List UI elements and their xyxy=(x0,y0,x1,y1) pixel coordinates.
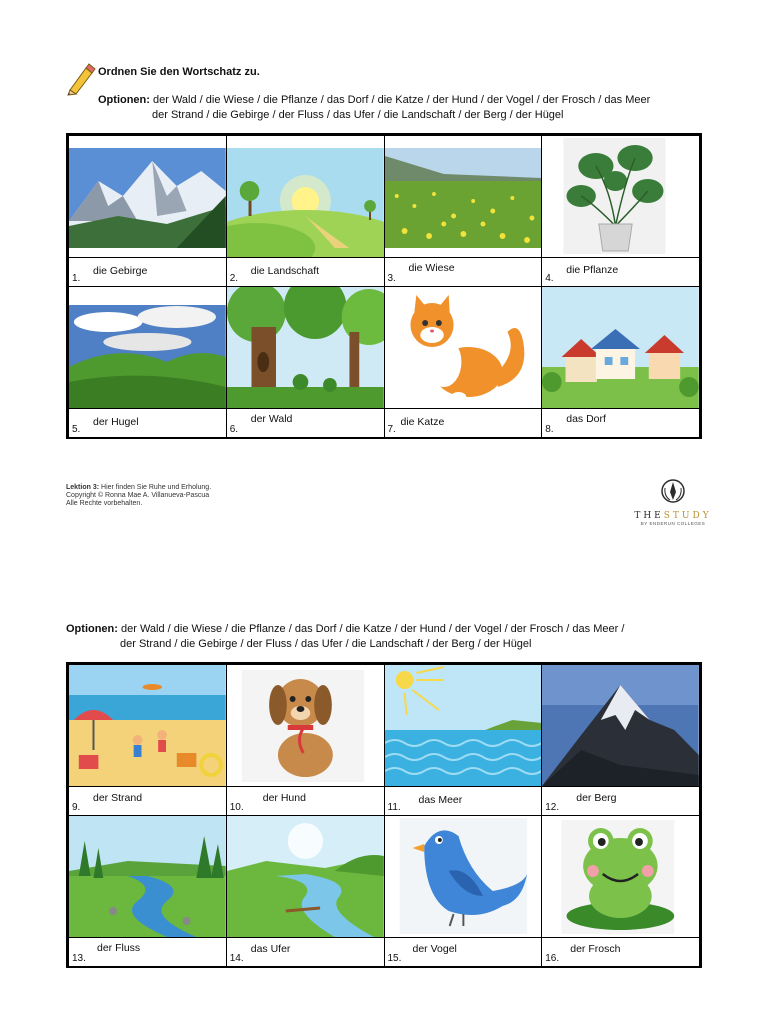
picture-landscape xyxy=(226,136,384,258)
options-label: Optionen: xyxy=(98,94,150,106)
answer-text: die Gebirge xyxy=(93,265,148,277)
answer-text: die Pflanze xyxy=(566,264,619,276)
caption-cell xyxy=(542,787,700,816)
hill-picture xyxy=(69,287,226,408)
picture-hill xyxy=(69,287,227,409)
picture-river xyxy=(69,816,227,938)
logo-word-b: STUDY xyxy=(663,511,712,521)
picture-cat xyxy=(384,287,542,409)
answer-text: der Berg xyxy=(576,792,617,804)
caption-cell xyxy=(384,258,542,287)
cat-picture xyxy=(385,287,542,408)
picture-mountains xyxy=(69,136,227,258)
frog-picture xyxy=(542,816,699,937)
picture-frog xyxy=(542,816,700,938)
footer xyxy=(66,484,211,508)
options-line1: der Wald / die Wiese / die Pflanze / das Dorf / die Katze / der Hund / der Vogel / der Frosch / das Meer / xyxy=(121,623,625,635)
the-study-logo xyxy=(632,478,714,540)
item-number: 12. xyxy=(545,802,560,813)
forest-picture xyxy=(227,287,384,408)
picture-village xyxy=(542,287,700,409)
options-line2: der Strand / die Gebirge / der Fluss / das Ufer / die Landschaft / der Berg / der Hügel xyxy=(120,638,532,650)
picture-plant xyxy=(542,136,700,258)
item-number: 10. xyxy=(229,802,244,813)
answer-text: der Strand xyxy=(93,792,143,804)
river-picture xyxy=(69,816,226,937)
answer-text: das Dorf xyxy=(566,413,606,425)
caption-cell xyxy=(69,409,227,438)
plant-picture xyxy=(542,136,699,257)
logo-word-a: THE xyxy=(634,511,664,521)
answer-text: der Hugel xyxy=(93,416,139,428)
item-number: 4. xyxy=(545,273,554,284)
answer-text: das Meer xyxy=(418,794,463,806)
caption-cell xyxy=(542,258,700,287)
bird-picture xyxy=(385,816,542,937)
picture-forest xyxy=(226,287,384,409)
item-number: 11. xyxy=(387,802,401,813)
caption-cell xyxy=(226,787,384,816)
item-number: 14. xyxy=(229,953,244,964)
pencil-icon xyxy=(64,62,96,96)
caption-cell xyxy=(226,258,384,287)
options-top xyxy=(98,93,738,123)
answer-text: die Katze xyxy=(400,416,445,428)
village-picture xyxy=(542,287,699,408)
beach-picture xyxy=(69,665,226,786)
picture-bird xyxy=(384,816,542,938)
picture-shore xyxy=(226,816,384,938)
caption-cell xyxy=(226,409,384,438)
landscape-picture xyxy=(227,136,384,257)
picture-sea xyxy=(384,665,542,787)
lesson-title: Hier finden Sie Ruhe und Erholung. xyxy=(101,484,212,491)
answer-text: der Hund xyxy=(262,792,306,804)
laurel-pen-icon xyxy=(660,478,686,504)
picture-meadow xyxy=(384,136,542,258)
item-number: 3. xyxy=(387,273,396,284)
answer-text: der Wald xyxy=(250,413,293,425)
rights-text: Alle Rechte vorbehalten. xyxy=(66,500,143,507)
caption-cell xyxy=(226,938,384,967)
options-label: Optionen: xyxy=(66,623,118,635)
answer-text: die Wiese xyxy=(408,262,455,274)
caption-cell xyxy=(69,787,227,816)
logo-subtitle: BY ENDERUN COLLEGES xyxy=(640,521,706,526)
mountain-picture xyxy=(542,665,699,786)
caption-cell xyxy=(69,938,227,967)
vocab-grid-top xyxy=(66,133,702,439)
sea-picture xyxy=(385,665,542,786)
item-number: 16. xyxy=(545,953,560,964)
answer-text: der Frosch xyxy=(570,943,621,955)
logo-wordmark xyxy=(632,511,714,521)
item-number: 8. xyxy=(545,424,554,435)
options-line2: der Strand / die Gebirge / der Fluss / das Ufer / die Landschaft / der Berg / der Hügel xyxy=(152,109,564,121)
picture-mountain xyxy=(542,665,700,787)
caption-cell xyxy=(384,938,542,967)
answer-text: das Ufer xyxy=(250,943,291,955)
picture-beach xyxy=(69,665,227,787)
options-bottom xyxy=(66,622,746,652)
vocab-grid-bottom xyxy=(66,662,702,968)
mountains-picture xyxy=(69,136,226,257)
answer-text: der Fluss xyxy=(97,942,141,954)
shore-picture xyxy=(227,816,384,937)
item-number: 6. xyxy=(229,424,239,435)
item-number: 13. xyxy=(72,953,86,964)
caption-cell xyxy=(542,938,700,967)
caption-cell xyxy=(542,409,700,438)
answer-text: die Landschaft xyxy=(250,265,320,277)
picture-dog xyxy=(226,665,384,787)
answer-text: der Vogel xyxy=(412,943,457,955)
item-number: 1. xyxy=(72,273,81,284)
lesson-label: Lektion 3: xyxy=(66,484,100,491)
instruction-text: Ordnen Sie den Wortschatz zu. xyxy=(98,66,260,78)
caption-cell xyxy=(69,258,227,287)
item-number: 9. xyxy=(72,802,81,813)
item-number: 15. xyxy=(387,953,402,964)
caption-cell xyxy=(384,787,542,816)
item-number: 5. xyxy=(72,424,81,435)
caption-cell xyxy=(384,409,542,438)
dog-picture xyxy=(227,665,384,786)
copyright-text: Copyright © Ronna Mae A. Villanueva-Pascua xyxy=(66,492,210,499)
meadow-picture xyxy=(385,136,542,257)
item-number: 2. xyxy=(229,273,239,284)
item-number: 7. xyxy=(387,424,396,435)
options-line1: der Wald / die Wiese / die Pflanze / das Dorf / die Katze / der Hund / der Vogel / der Frosch / das Meer xyxy=(153,94,651,106)
